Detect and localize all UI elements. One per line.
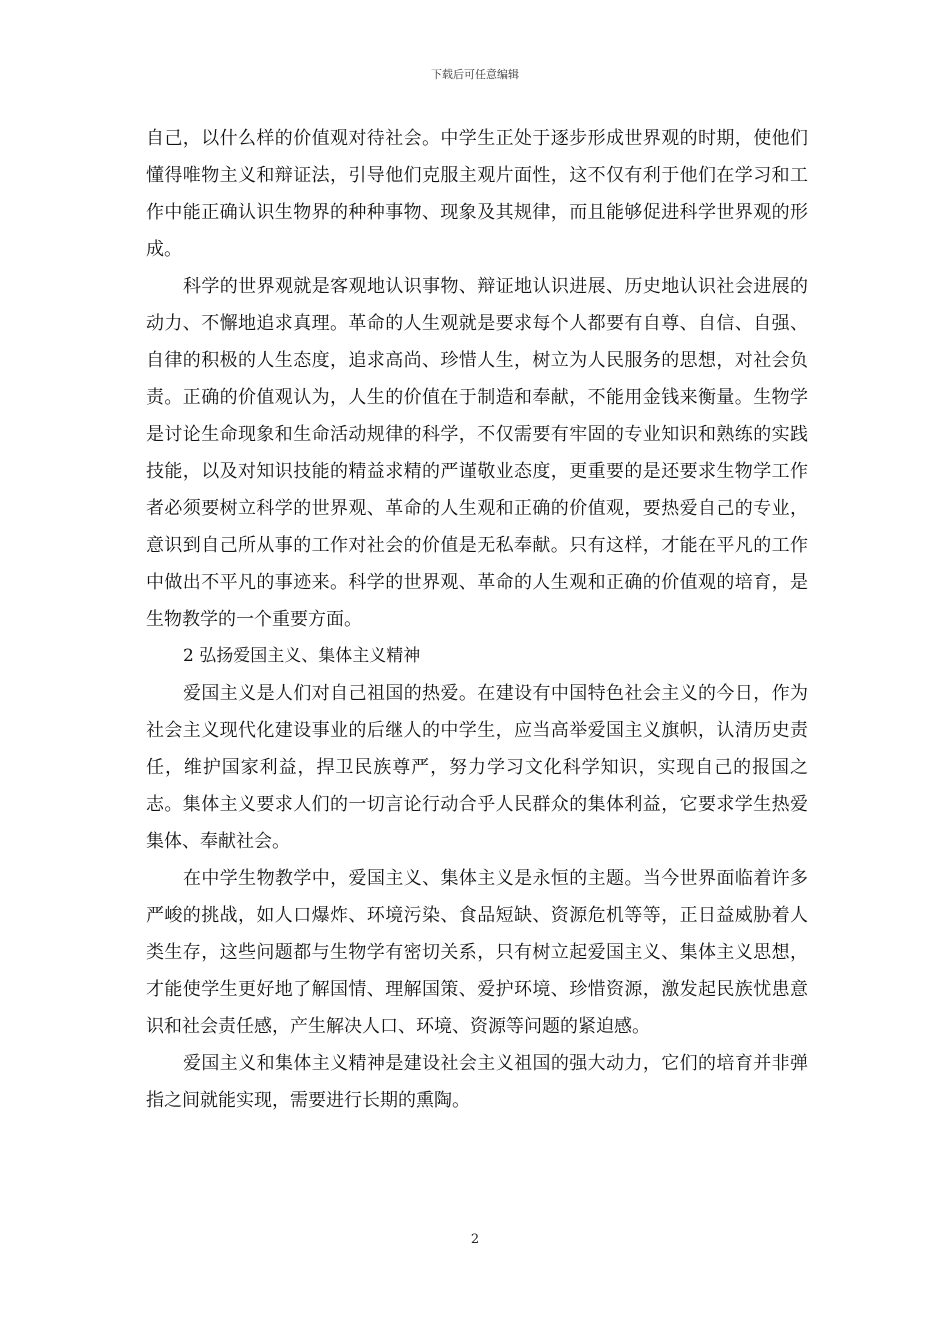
paragraph-conclusion: 爱国主义和集体主义精神是建设社会主义祖国的强大动力，它们的培育并非弹指之间就能实现，需要进行长期的熏陶。 xyxy=(146,1053,808,1111)
page-header: 下载后可任意编辑 xyxy=(431,68,519,81)
page-number: 2 xyxy=(470,1232,480,1247)
paragraph-worldview: 科学的世界观就是客观地认识事物、辩证地认识进展、历史地认识社会进展的动力、不懈地追求真理。革命的人生观就是要求每个人都要有自尊、自信、自强、自律的积极的人生态度，追求高尚、珍惜人生，树立为人民服务的思想，对社会负责。正确的价值观认为，人生的价值在于制造和奉献，不能用金钱来衡量。生物学是讨论生命现象和生命活动规律的科学，不仅需要有牢固的专业知识和熟练的实践技能，以及对知识技能的精益求精的严谨敬业态度，更重要的是还要求生物学工作者必须要树立科学的世界观、革命的人生观和正确的价值观，要热爱自己的专业，意识到自己所从事的工作对社会的价值是无私奉献。只有这样，才能在平凡的工作中做出不平凡的事迹来。科学的世界观、革命的人生观和正确的价值观的培育，是生物教学的一个重要方面。 xyxy=(146,276,808,630)
paragraph-patriotism: 爱国主义是人们对自己祖国的热爱。在建设有中国特色社会主义的今日，作为社会主义现代化建设事业的后继人的中学生，应当高举爱国主义旗帜，认清历史责任，维护国家利益，捍卫民族尊严，努力学习文化科学知识，实现自己的报国之志。集体主义要求人们的一切言论行动合乎人民群众的集体利益，它要求学生热爱集体、奉献社会。 xyxy=(146,683,808,852)
section-heading: 2 弘扬爱国主义、集体主义精神 xyxy=(183,646,421,666)
paragraph-continuation: 自己，以什么样的价值观对待社会。中学生正处于逐步形成世界观的时期，使他们懂得唯物主义和辩证法，引导他们克服主观片面性，这不仅有利于他们在学习和工作中能正确认识生物界的种种事物、现象及其规律，而且能够促进科学世界观的形成。 xyxy=(146,128,808,260)
document-body xyxy=(146,120,808,1119)
paragraph-biology-teaching: 在中学生物教学中，爱国主义、集体主义是永恒的主题。当今世界面临着许多严峻的挑战，如人口爆炸、环境污染、食品短缺、资源危机等等，正日益威胁着人类生存，这些问题都与生物学有密切关系，只有树立起爱国主义、集体主义思想，才能使学生更好地了解国情、理解国策、爱护环境、珍惜资源，激发起民族忧患意识和社会责任感，产生解决人口、环境、资源等问题的紧迫感。 xyxy=(146,868,808,1037)
